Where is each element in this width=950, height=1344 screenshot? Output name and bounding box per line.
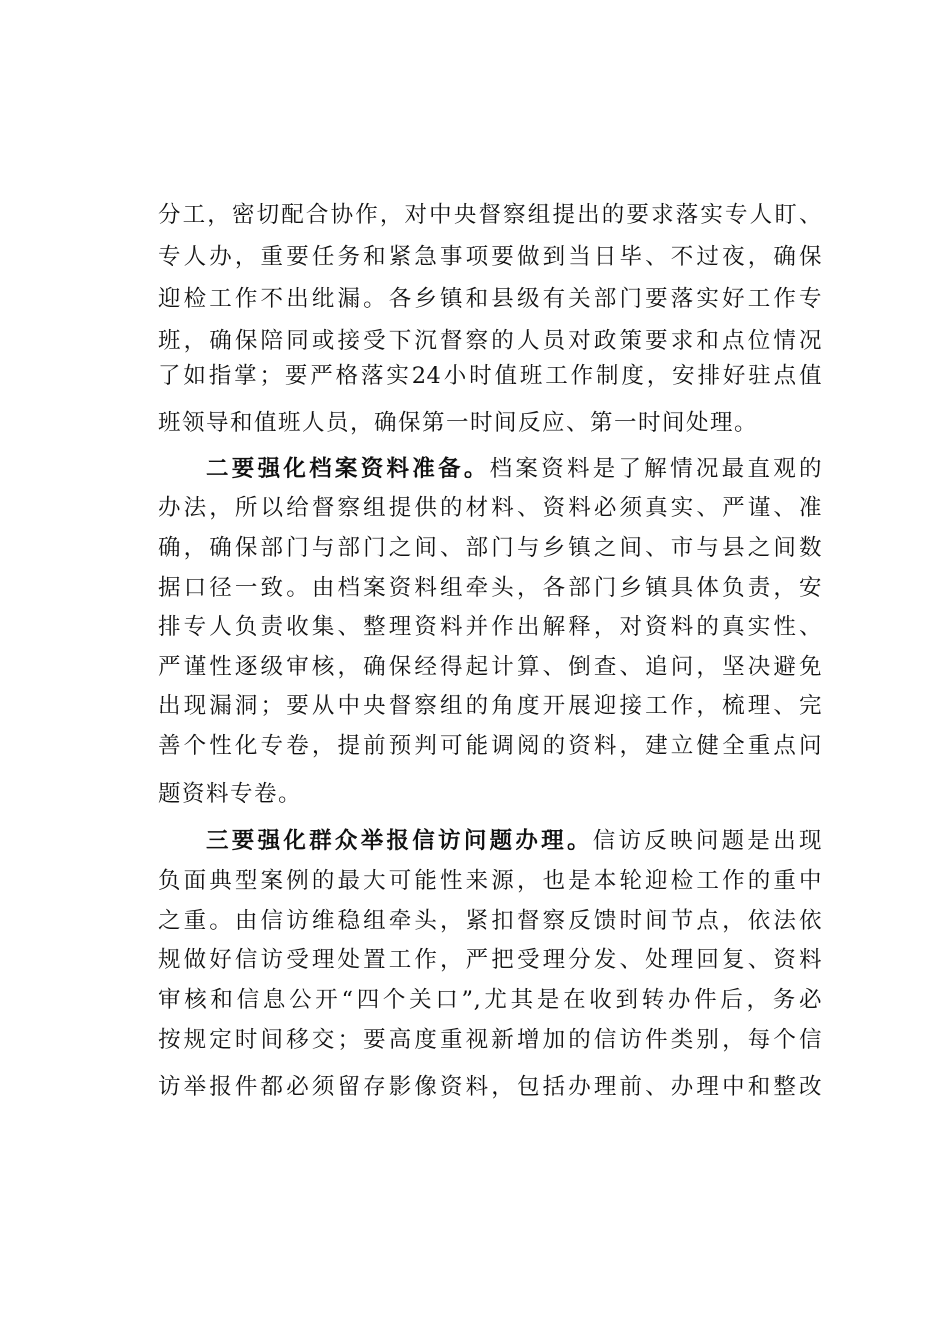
paragraph-line: 访举报件都必须留存影像资料，包括办理前、办理中和整改 (158, 1074, 822, 1100)
paragraph-line: 据口径一致。由档案资料组牵头，各部门乡镇具体负责，安 (158, 575, 822, 601)
paragraph-line: 之重。由信访维稳组牵头，紧扣督察反馈时间节点，依法依 (158, 908, 822, 934)
paragraph-line: 负面典型案例的最大可能性来源，也是本轮迎检工作的重中 (158, 868, 822, 894)
section-2-first-line (206, 453, 822, 485)
paragraph-line: 出现漏洞；要从中央督察组的角度开展迎接工作，梳理、完 (158, 693, 822, 719)
paragraph-line: 了如指掌；要严格落实24小时值班工作制度，安排好驻点值 (158, 363, 822, 389)
paragraph-line: 按规定时间移交；要高度重视新增加的信访件类别，每个信 (158, 1027, 822, 1053)
paragraph-line: 严谨性逐级审核，确保经得起计算、倒查、追问，坚决避免 (158, 654, 822, 680)
paragraph-line: 分工，密切配合协作，对中央督察组提出的要求落实专人盯、 (158, 202, 822, 228)
section-3-first-line-text: 信访反映问题是出现 (592, 828, 822, 854)
paragraph-line: 规做好信访受理处置工作，严把受理分发、处理回复、资料 (158, 947, 822, 973)
section-2-first-line-text: 档案资料是了解情况最直观的 (489, 456, 822, 482)
section-3-first-line (206, 825, 822, 857)
paragraph-line: 排专人负责收集、整理资料并作出解释，对资料的真实性、 (158, 614, 822, 640)
paragraph-line: 迎检工作不出纰漏。各乡镇和县级有关部门要落实好工作专 (158, 286, 822, 312)
paragraph-line: 班领导和值班人员，确保第一时间反应、第一时间处理。 (158, 410, 759, 436)
paragraph-line: 确，确保部门与部门之间、部门与乡镇之间、市与县之间数 (158, 535, 822, 561)
paragraph-line: 办法，所以给督察组提供的材料、资料必须真实、严谨、准 (158, 495, 822, 521)
paragraph-line: 善个性化专卷，提前预判可能调阅的资料，建立健全重点问 (158, 733, 822, 759)
paragraph-line: 班，确保陪同或接受下沉督察的人员对政策要求和点位情况 (158, 328, 822, 354)
section-3-heading: 三要强化群众举报信访问题办理。 (206, 828, 593, 854)
section-2-heading: 二要强化档案资料准备。 (206, 456, 490, 482)
paragraph-line: 审核和信息公开“四个关口”,尤其是在收到转办件后，务必 (158, 987, 822, 1013)
paragraph-line: 题资料专卷。 (158, 781, 303, 807)
paragraph-line: 专人办，重要任务和紧急事项要做到当日毕、不过夜，确保 (158, 244, 822, 270)
